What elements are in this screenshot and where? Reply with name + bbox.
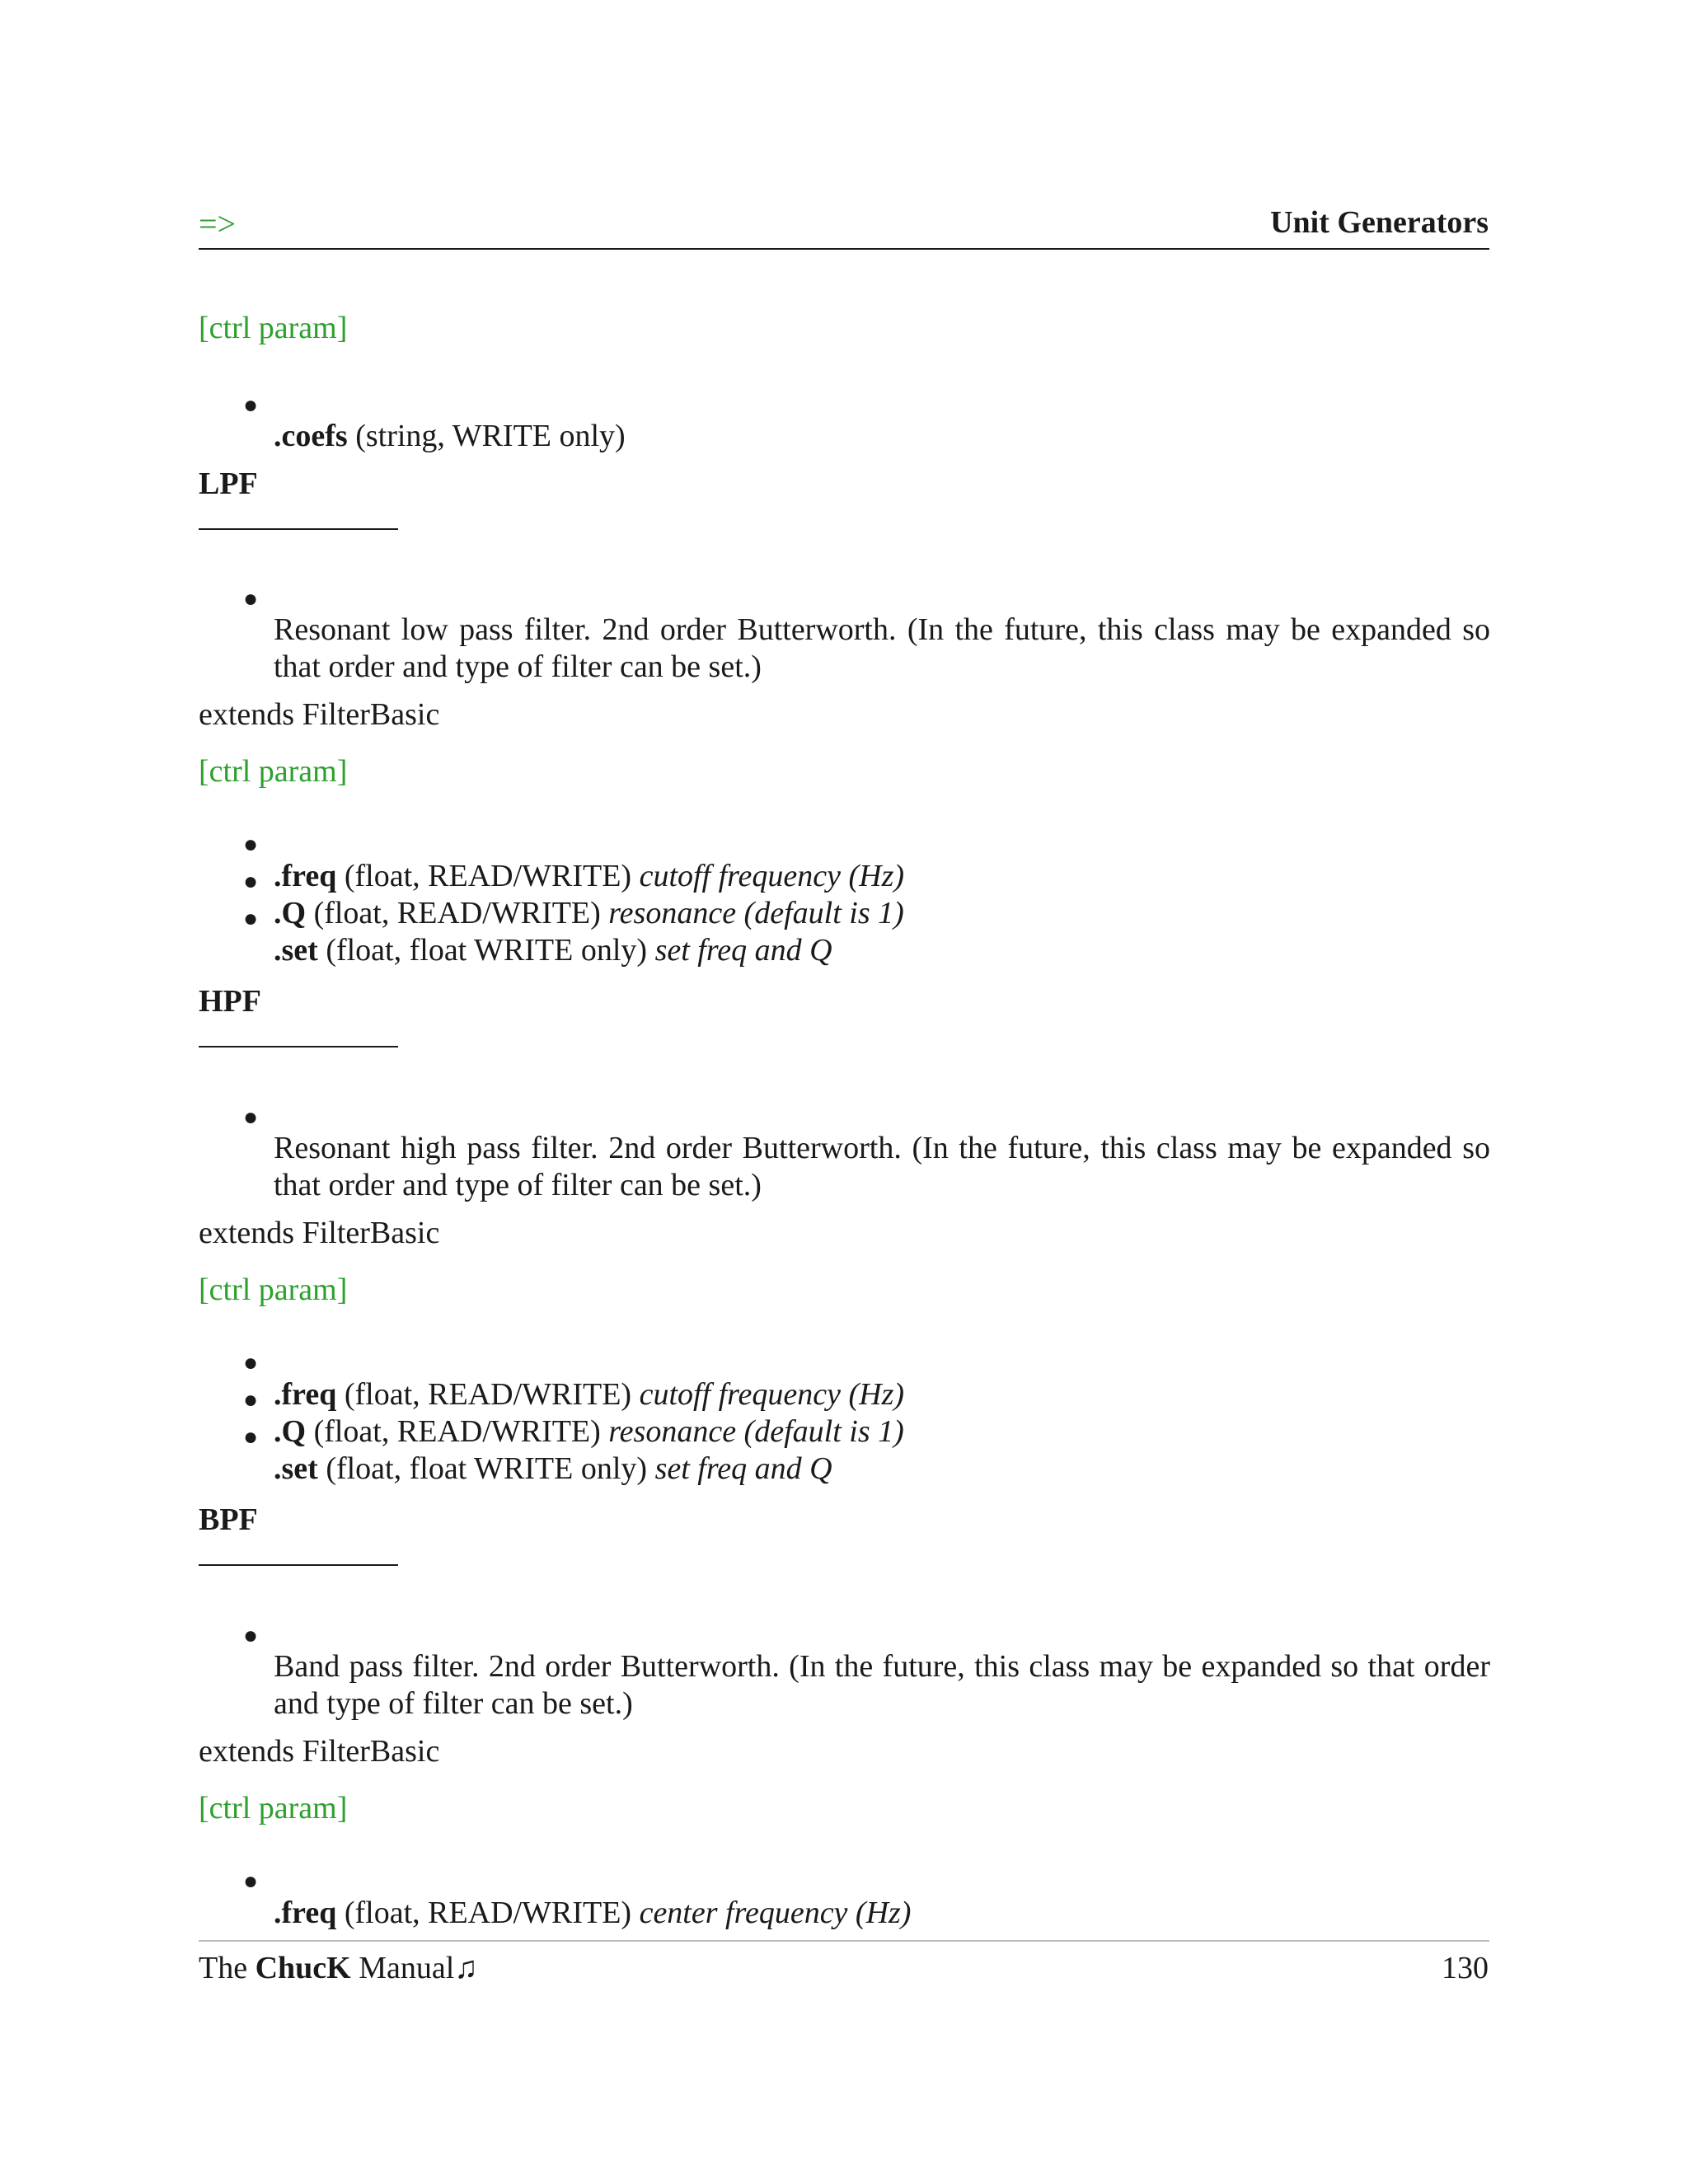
- bullet-icon: ●: [243, 1104, 259, 1131]
- footer-title: The ChucK Manual♫: [199, 1951, 478, 1985]
- bullet-icon: ●: [243, 1349, 259, 1376]
- lpf-param-set: .set (float, float WRITE only) set freq and Q: [274, 933, 832, 968]
- hpf-ctrl-param-label: [ctrl param]: [199, 1272, 348, 1307]
- hpf-param-q: .Q (float, READ/WRITE) resonance (default is 1): [274, 1414, 904, 1449]
- section-rule-lpf: [199, 528, 398, 530]
- section-rule-hpf: [199, 1046, 398, 1047]
- bullet-icon: ●: [243, 905, 259, 932]
- lpf-extends: extends FilterBasic: [199, 697, 440, 732]
- bullet-icon: ●: [243, 1622, 259, 1649]
- bpf-extends: extends FilterBasic: [199, 1734, 440, 1769]
- bpf-description: Band pass filter. 2nd order Butterworth. (In the future, this class may be expanded so that order and type of filter can be set.): [274, 1649, 1490, 1721]
- lpf-param-q: .Q (float, READ/WRITE) resonance (default is 1): [274, 896, 904, 930]
- intro-param-coefs: .coefs (string, WRITE only): [274, 419, 626, 453]
- hpf-extends: extends FilterBasic: [199, 1216, 440, 1250]
- bullet-icon: ●: [243, 1868, 259, 1895]
- bullet-icon: ●: [243, 391, 259, 419]
- music-note-icon: ♫: [454, 1951, 478, 1985]
- lpf-description: Resonant low pass filter. 2nd order Butterworth. (In the future, this class may be expanded so that order and type of filter can be set.): [274, 612, 1490, 684]
- footer-brand: ChucK: [255, 1951, 351, 1985]
- hpf-param-freq: .freq (float, READ/WRITE) cutoff frequency (Hz): [274, 1377, 905, 1412]
- bpf-ctrl-param-label: [ctrl param]: [199, 1791, 348, 1825]
- bpf-param-freq: .freq (float, READ/WRITE) center frequency (Hz): [274, 1896, 912, 1930]
- header-rule: [199, 248, 1489, 250]
- footer-rule: [199, 1940, 1489, 1942]
- lpf-ctrl-param-label: [ctrl param]: [199, 754, 348, 789]
- header-arrow: =>: [199, 205, 237, 242]
- bullet-icon: ●: [243, 585, 259, 612]
- bullet-icon: ●: [243, 868, 259, 895]
- page-number: 130: [1442, 1951, 1489, 1985]
- section-rule-bpf: [199, 1564, 398, 1566]
- section-heading-bpf: BPF: [199, 1502, 258, 1537]
- bullet-icon: ●: [243, 831, 259, 858]
- section-heading-hpf: HPF: [199, 984, 261, 1019]
- bullet-icon: ●: [243, 1386, 259, 1413]
- hpf-description: Resonant high pass filter. 2nd order Butterworth. (In the future, this class may be expanded so that order and type of filter can be set.): [274, 1131, 1490, 1202]
- bullet-icon: ●: [243, 1423, 259, 1451]
- header-title: Unit Generators: [1270, 205, 1489, 240]
- lpf-param-freq: .freq (float, READ/WRITE) cutoff frequency (Hz): [274, 859, 905, 893]
- intro-ctrl-param-label: [ctrl param]: [199, 311, 348, 345]
- hpf-param-set: .set (float, float WRITE only) set freq and Q: [274, 1451, 832, 1486]
- section-heading-lpf: LPF: [199, 466, 258, 501]
